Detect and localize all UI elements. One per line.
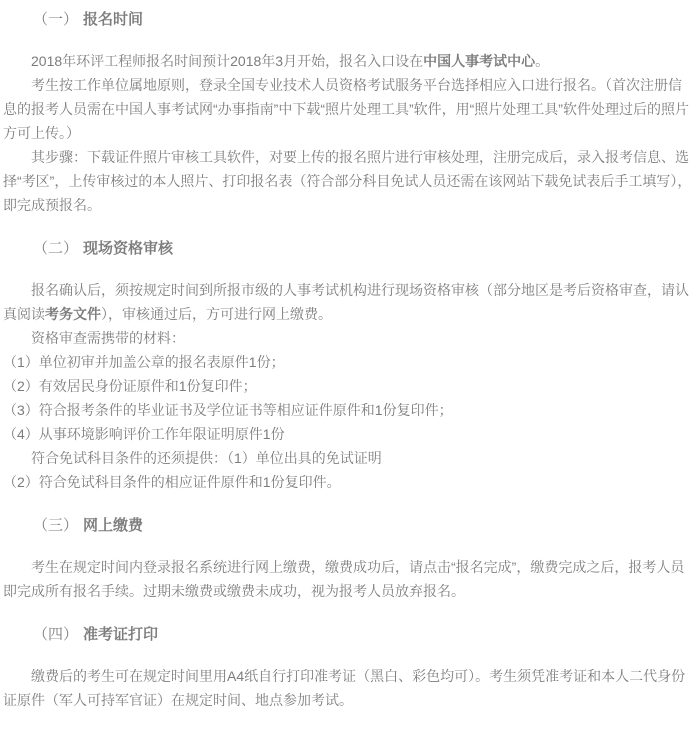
text-run: 2018年环评工程师报名时间预计2018年3月开始，报名入口设在	[31, 53, 424, 69]
text-run: 符合免试科目条件的还须提供：（1）单位出具的免试证明	[31, 450, 382, 466]
text-run: 。	[535, 53, 550, 69]
paragraph	[3, 278, 694, 326]
paragraph	[3, 446, 694, 470]
section-number: （一）	[33, 11, 79, 28]
section-title: 现场资格审核	[83, 240, 174, 257]
list-item	[3, 422, 694, 446]
text-run: 考生按工作单位属地原则，登录全国专业技术人员资格考试服务平台选择相应入口进行报名。（首次注册信息的报考人员需在中国人事考试网“办事指南”中下载“照片处理工具”软件，用“照片处理工具”软件处理过后的照片方可上传。）	[3, 77, 689, 141]
section-heading	[3, 514, 694, 538]
paragraph	[3, 49, 694, 73]
text-run: 考生在规定时间内登录报名系统进行网上缴费，缴费成功后，请点击“报名完成”，缴费完成之后，报考人员即完成所有报名手续。过期未缴费或缴费未成功，视为报考人员放弃报名。	[3, 559, 685, 599]
section-number: （四）	[33, 626, 79, 643]
list-item	[3, 350, 694, 374]
paragraph	[3, 145, 694, 217]
section-number: （三）	[33, 517, 79, 534]
section-title: 准考证打印	[83, 626, 159, 643]
section-title: 报名时间	[83, 11, 144, 28]
paragraph	[3, 555, 694, 603]
text-run: 资格审查需携带的材料：	[31, 330, 185, 346]
text-run: （2）符合免试科目条件的相应证件原件和1份复印件。	[3, 474, 341, 490]
section-heading	[3, 8, 694, 32]
text-run: （2）有效居民身份证原件和1份复印件；	[3, 378, 257, 394]
text-run: 其步骤：下载证件照片审核工具软件，对要上传的报名照片进行审核处理，注册完成后，录入报考信息、选择“考区”，上传审核过的本人照片、打印报名表（符合部分科目免试人员还需在该网站下载免试表后手工填写），即完成预报名。	[3, 149, 692, 213]
text-run: （3）符合报考条件的毕业证书及学位证书等相应证件原件和1份复印件；	[3, 402, 453, 418]
section-heading	[3, 237, 694, 261]
bold-text-run: 考务文件	[45, 306, 101, 322]
section	[3, 237, 694, 494]
bold-text-run: 中国人事考试中心	[423, 53, 536, 69]
list-item	[3, 374, 694, 398]
text-run: （1）单位初审并加盖公章的报名表原件1份；	[3, 354, 285, 370]
text-run: ），审核通过后，方可进行网上缴费。	[101, 306, 332, 322]
section	[3, 514, 694, 603]
paragraph	[3, 664, 694, 712]
paragraph	[3, 73, 694, 145]
text-run: （4）从事环境影响评价工作年限证明原件1份	[3, 426, 285, 442]
section-heading	[3, 623, 694, 647]
list-item	[3, 398, 694, 422]
section	[3, 8, 694, 217]
text-run: 报名确认后，须按规定时间到所报市级的人事考试机构进行现场资格审核（部分地区是考后资格审查，请认真阅读	[3, 282, 689, 322]
section-title: 网上缴费	[83, 517, 144, 534]
paragraph	[3, 326, 694, 350]
section-number: （二）	[33, 240, 79, 257]
section	[3, 623, 694, 712]
list-item	[3, 470, 694, 494]
text-run: 缴费后的考生可在规定时间里用A4纸自行打印准考证（黑白、彩色均可）。考生须凭准考证和本人二代身份证原件（军人可持军官证）在规定时间、地点参加考试。	[3, 668, 686, 708]
